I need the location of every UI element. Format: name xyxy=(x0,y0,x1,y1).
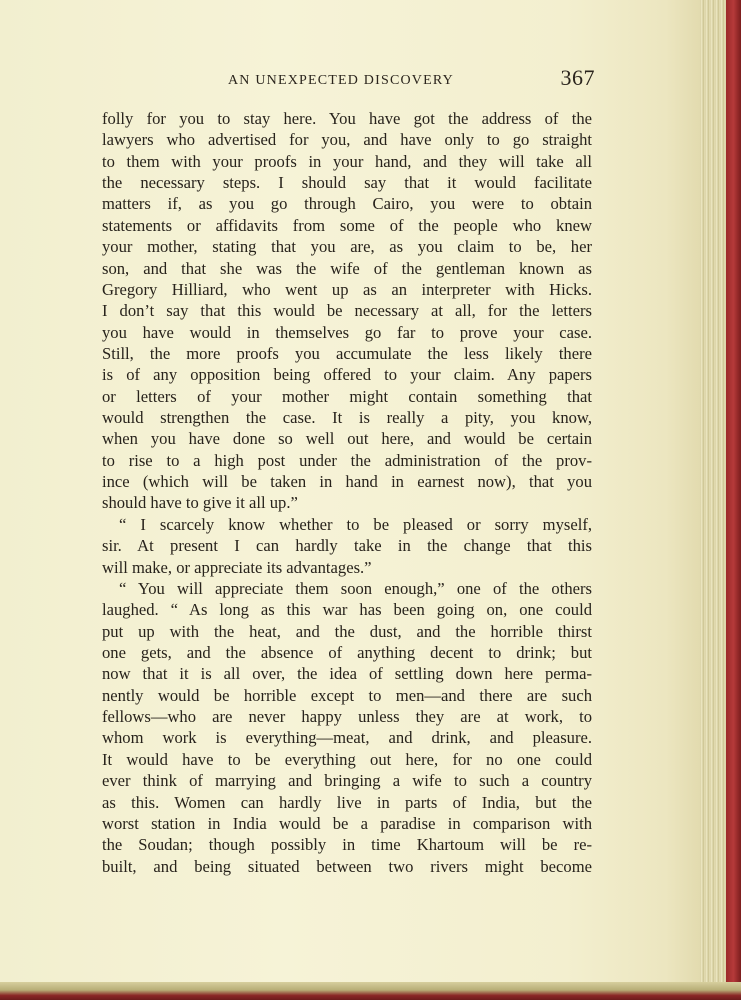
text-line: will make, or appreciate its advantages.” xyxy=(102,557,372,577)
text-line: you have would in themselves go far to prove your case. xyxy=(102,322,592,342)
text-line: laughed. “ As long as this war has been going on, one could xyxy=(102,600,592,620)
text-line: should have to give it all up.” xyxy=(102,493,298,513)
text-line: when you have done so well out here, and would be certain xyxy=(102,429,592,449)
running-title: AN UNEXPECTED DISCOVERY xyxy=(228,73,454,88)
text-line: the Soudan; though possibly in time Khartoum will be re- xyxy=(102,835,592,855)
text-line: ince (which will be taken in hand in earnest now), that you xyxy=(102,472,592,492)
book-spine xyxy=(726,0,741,1000)
running-head xyxy=(100,65,595,95)
text-line: Gregory Hilliard, who went up as an interpreter with Hicks. xyxy=(102,279,592,299)
text-line: nently would be horrible except to men—and there are such xyxy=(102,685,592,705)
text-line: statements or affidavits from some of the people who knew xyxy=(102,215,592,235)
text-line: Still, the more proofs you accumulate the less likely there xyxy=(102,343,592,363)
text-line: is of any opposition being offered to your claim. Any papers xyxy=(102,365,592,385)
text-line: “ I scarcely know whether to be pleased or sorry myself, xyxy=(119,514,592,534)
text-line: It would have to be everything out here, for no one could xyxy=(102,749,592,769)
text-line: or letters of your mother might contain something that xyxy=(102,386,592,406)
text-line: whom work is everything—meat, and drink, and pleasure. xyxy=(102,728,592,748)
text-line: as this. Women can hardly live in parts of India, but the xyxy=(102,792,592,812)
text-line: I don’t say that this would be necessary at all, for the letters xyxy=(102,301,592,321)
page-number: 367 xyxy=(560,65,595,90)
text-line: worst station in India would be a paradise in comparison with xyxy=(102,813,592,833)
text-line: to them with your proofs in your hand, and they will take all xyxy=(102,151,592,171)
text-line: the necessary steps. I should say that it would facilitate xyxy=(102,173,592,193)
text-line: now that it is all over, the idea of settling down here perma- xyxy=(102,664,592,684)
text-line: sir. At present I can hardly take in the change that this xyxy=(102,536,592,556)
body-text xyxy=(102,108,592,877)
text-line: built, and being situated between two rivers might become xyxy=(102,856,592,876)
text-line: would strengthen the case. It is really a pity, you know, xyxy=(102,408,592,428)
text-line: son, and that she was the wife of the gentleman known as xyxy=(102,258,592,278)
text-line: lawyers who advertised for you, and have only to go straight xyxy=(102,130,592,150)
text-line: matters if, as you go through Cairo, you were to obtain xyxy=(102,194,592,214)
book-bottom-edge xyxy=(0,982,741,1000)
text-line: put up with the heat, and the dust, and the horrible thirst xyxy=(102,621,592,641)
text-line: ever think of marrying and bringing a wife to such a country xyxy=(102,771,592,791)
text-line: “ You will appreciate them soon enough,” one of the others xyxy=(119,578,592,598)
text-line: fellows—who are never happy unless they are at work, to xyxy=(102,707,592,727)
text-line: your mother, stating that you are, as you claim to be, her xyxy=(102,237,592,257)
text-line: folly for you to stay here. You have got the address of the xyxy=(102,109,592,128)
text-line: to rise to a high post under the administration of the prov- xyxy=(102,450,592,470)
text-line: one gets, and the absence of anything decent to drink; but xyxy=(102,642,592,662)
